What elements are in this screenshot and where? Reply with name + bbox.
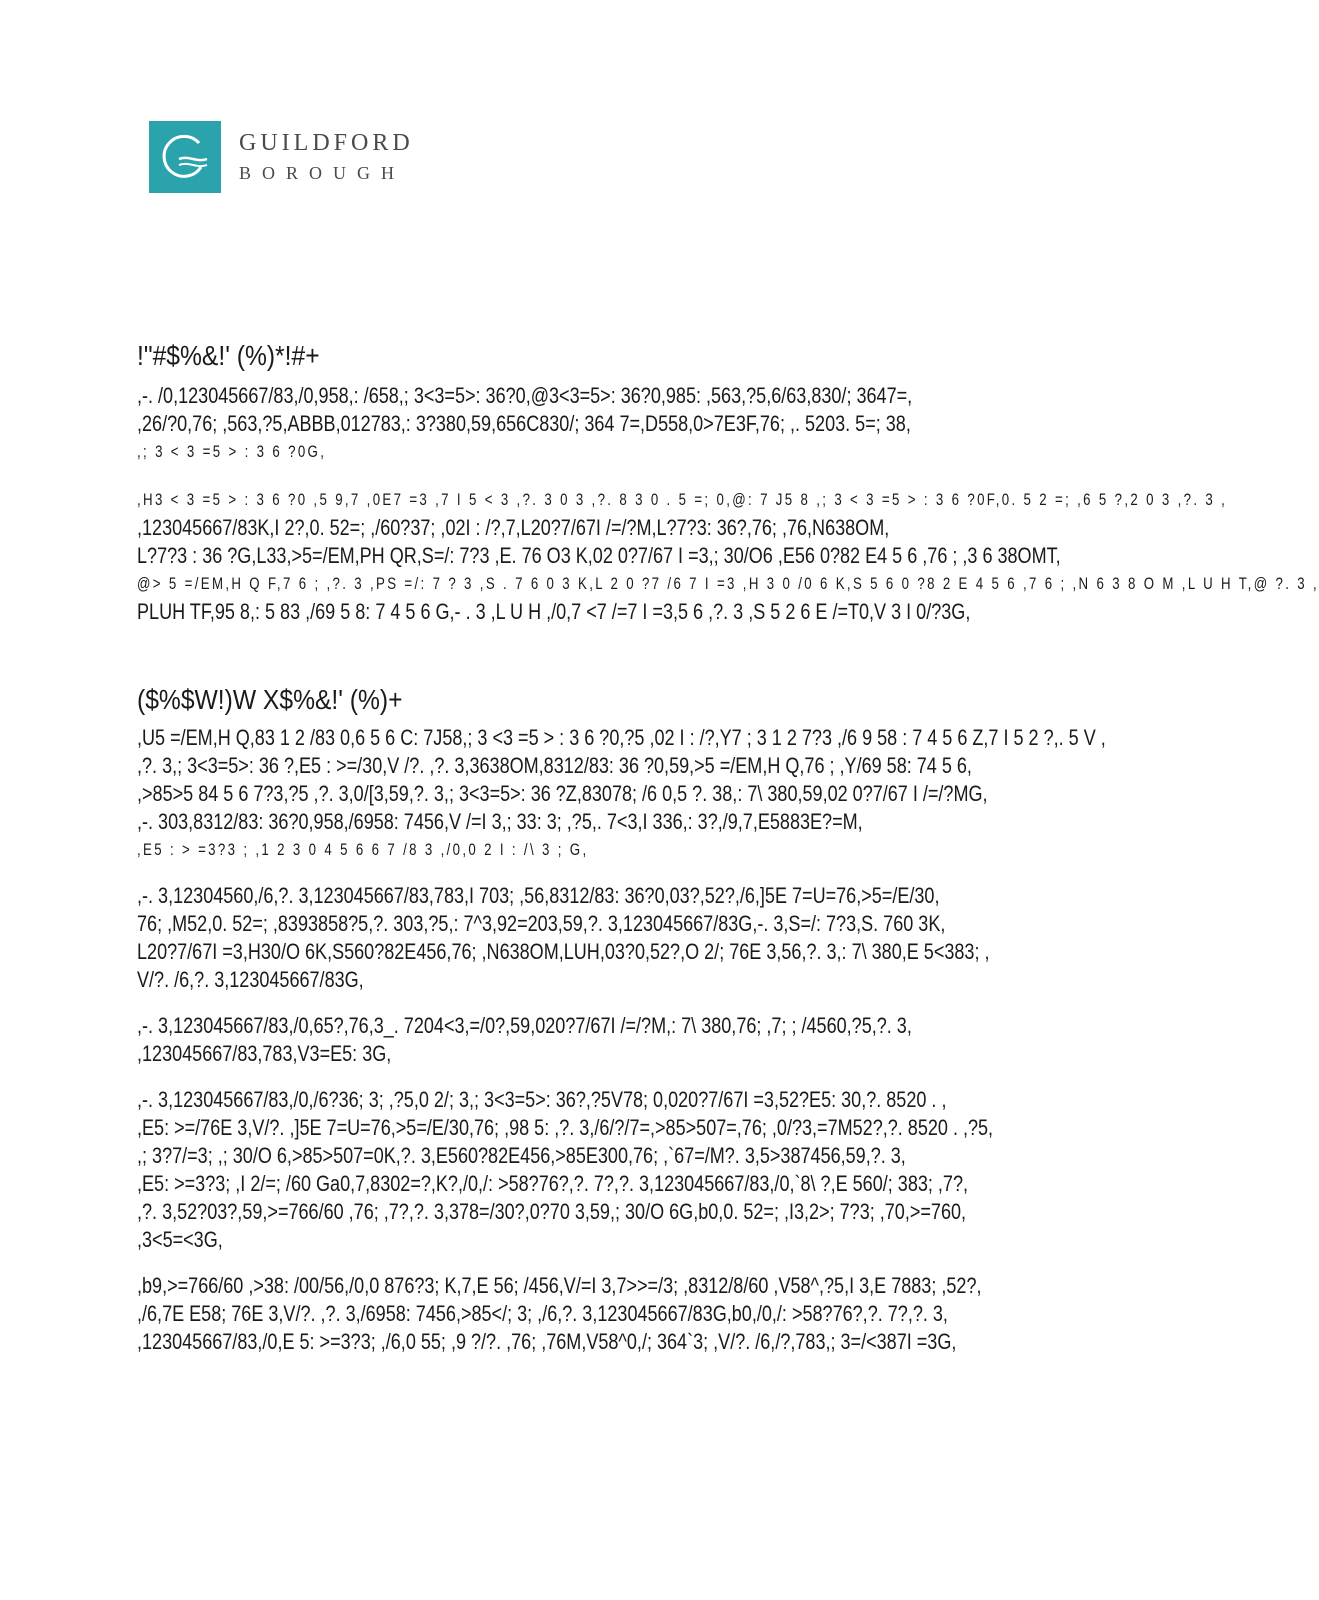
text-line: @> 5 =/EM,H Q F,7 6 ; ,?. 3 ,PS =/: 7 ? 3 ,S . 7 6 0 3 K,L 2 0 ?7 /6 7 I =3 ,H 3 0 /0 6 K,S 5 6 0 ?8 2 E 4 5 6 ,7 6 ; ,N 6 3 8 O M ,L U H T,@ ?. 3 , (137, 574, 1319, 593)
text-line: L?7?3 : 36 ?G,L33,>5=/EM,PH QR,S=/: 7?3 ,E. 76 O3 K,02 0?7/67 I =3,; 30/O6 ,E56 0?82 E4 5 6 ,76 ; ,3 6 38OMT, (137, 543, 1061, 568)
section-2-heading: ($%$W!)W X$%&!' (%)+ (137, 684, 403, 715)
text-line: ,; 3?7/=3; ,; 30/O 6,>85>507=0K,?. 3,E560?82E456,>85E300,76; ,`67=/M?. 3,5>387456,59,?. 3, (137, 1143, 906, 1168)
section-1-paragraph-2 (137, 486, 1319, 626)
section-2-paragraph-4 (137, 1086, 1017, 1254)
guildford-borough-logo (149, 111, 431, 203)
text-line: ,-. 3,123045667/83,/0,/6?36; 3; ,?5,0 2/; 3,; 3<3=5>: 36?,?5V78; 0,020?7/67I =3,52?E5: 30,?. 8520 . , (137, 1087, 947, 1112)
section-1 (137, 338, 1319, 626)
text-line: ,E5: >=/76E 3,V/?. ,]5E 7=U=76,>5=/E/30,76; ,98 5: ,?. 3,/6/?/7=,>85>507=,76; ,0/?3,=7M52?,?. 8520 . ,?5, (137, 1115, 994, 1140)
text-line: ,-. /0,123045667/83,/0,958,: /658,; 3<3=5>: 36?0,@3<3=5>: 36?0,985: ,563,?5,6/63,830/; 3647=, (137, 383, 913, 408)
text-line: ,123045667/83,/0,E 5: >=3?3; ,/6,0 55; ,9 ?/?. ,76; ,76M,V58^0,/; 364`3; ,V/?. /6,/?,783,; 3=/<387I =3G, (137, 1329, 957, 1354)
section-2-paragraph-3 (137, 1012, 1017, 1068)
text-line: ,-. 303,8312/83: 36?0,958,/6958: 7456,V /=I 3,; 33: 3; ,?5,. 7<3,I 336,: 3?,/9,7,E5883E?=M, (137, 809, 863, 834)
text-line: ,123045667/83K,I 2?,0. 52=; ,/60?37; ,02I : /?,7,L20?7/67I /=/?M,L?7?3: 36?,76; ,76,N638OM, (137, 515, 890, 540)
text-line: ,3<5=<3G, (137, 1227, 223, 1252)
section-2-paragraph-2 (137, 882, 1017, 994)
text-line: V/?. /6,?. 3,123045667/83G, (137, 967, 364, 992)
text-line: L20?7/67I =3,H30/O 6K,S560?82E456,76; ,N638OM,LUH,03?0,52?,O 2/; 76E 3,56,?. 3,: 7\ 380,E 5<383; , (137, 939, 990, 964)
text-line: ,E5: >=3?3; ,I 2/=; /60 Ga0,7,8302=?,K?,/0,/: >58?76?,?. 7?,?. 3,123045667/83,/0,`8\ ?,E 560/; 383; ,7?, (137, 1171, 969, 1196)
logo-g-icon (149, 121, 221, 193)
logo-name: GUILDFORD (239, 130, 414, 156)
text-line: ,-. 3,123045667/83,/0,65?,76,3_. 7204<3,=/0?,59,020?7/67I /=/?M,: 7\ 380,76; ,7; ; /4560,?5,?. 3, (137, 1013, 912, 1038)
section-2-paragraph-5 (137, 1272, 1017, 1356)
section-2-paragraph-1 (137, 724, 1106, 864)
section-1-heading: !"#$%&!' (%)*!#+ (137, 340, 320, 371)
text-line: ,?. 3,52?03?,59,>=766/60 ,76; ,7?,?. 3,378=/30?,0?70 3,59,; 30/O 6G,b0,0. 52=; ,I3,2>; 7?3; ,70,>=760, (137, 1199, 967, 1224)
text-line: PLUH TF,95 8,: 5 83 ,/69 5 8: 7 4 5 6 G,- . 3 ,L U H ,/0,7 <7 /=7 I =3,5 6 ,?. 3 ,S 5 2 6 E /=T0,V 3 I 0/?3G, (137, 599, 971, 624)
section-1-paragraph-1 (137, 382, 1017, 466)
text-line: ,U5 =/EM,H Q,83 1 2 /83 0,6 5 6 C: 7J58,; 3 <3 =5 > : 3 6 ?0,?5 ,02 I : /?,Y7 ; 3 1 2 7?3 ,/6 9 58 : 7 4 5 6 Z,7 I 5 2 ?,. 5 V , (137, 725, 1106, 750)
text-line: ,123045667/83,783,V3=E5: 3G, (137, 1041, 392, 1066)
text-line: ,-. 3,12304560,/6,?. 3,123045667/83,783,I 703; ,56,8312/83: 36?0,03?,52?,/6,]5E 7=U=76,>5=/E/30, (137, 883, 940, 908)
section-2 (137, 682, 1106, 1356)
text-line: ,/6,7E E58; 76E 3,V/?. ,?. 3,/6958: 7456,>85</; 3; ,/6,?. 3,123045667/83G,b0,/0,/: >58?76?,?. 7?,?. 3, (137, 1301, 948, 1326)
text-line: ,H3 < 3 =5 > : 3 6 ?0 ,5 9,7 ,0E7 =3 ,7 I 5 < 3 ,?. 3 0 3 ,?. 8 3 0 . 5 =; 0,@: 7 J5 8 ,; 3 < 3 =5 > : 3 6 ?0F,0. 5 2 =; ,6 5 ?,2 0 3 ,?. 3 , (137, 490, 1228, 509)
text-line: ,26/?0,76; ,563,?5,ABBB,012783,: 3?380,59,656C830/; 364 7=,D558,0>7E3F,76; ,. 5203. 5=; 38, (137, 411, 911, 436)
text-line: 76; ,M52,0. 52=; ,8393858?5,?. 303,?5,: 7^3,92=203,59,?. 3,123045667/83G,-. 3,S=/: 7?3,S. 760 3K, (137, 911, 946, 936)
text-line: ,; 3 < 3 =5 > : 3 6 ?0G, (137, 442, 327, 461)
text-line: ,b9,>=766/60 ,>38: /00/56,/0,0 876?3; K,7,E 56; /456,V/=I 3,7>>=/3; ,8312/8/60 ,V58^,?5,I 3,E 7883; ,52?, (137, 1273, 982, 1298)
text-line: ,E5 : > =3?3 ; ,1 2 3 0 4 5 6 6 7 /8 3 ,/0,0 2 I : /\ 3 ; G, (137, 840, 589, 859)
text-line: ,?. 3,; 3<3=5>: 36 ?,E5 : >=/30,V /?. ,?. 3,3638OM,8312/83: 36 ?0,59,>5 =/EM,H Q,76 ; ,Y/69 58: 74 5 6, (137, 753, 972, 778)
logo-subname: BOROUGH (239, 163, 406, 183)
text-line: ,>85>5 84 5 6 7?3,?5 ,?. 3,0/[3,59,?. 3,; 3<3=5>: 36 ?Z,83078; /6 0,5 ?. 38,: 7\ 380,59,02 0?7/67 I /=/?MG, (137, 781, 988, 806)
